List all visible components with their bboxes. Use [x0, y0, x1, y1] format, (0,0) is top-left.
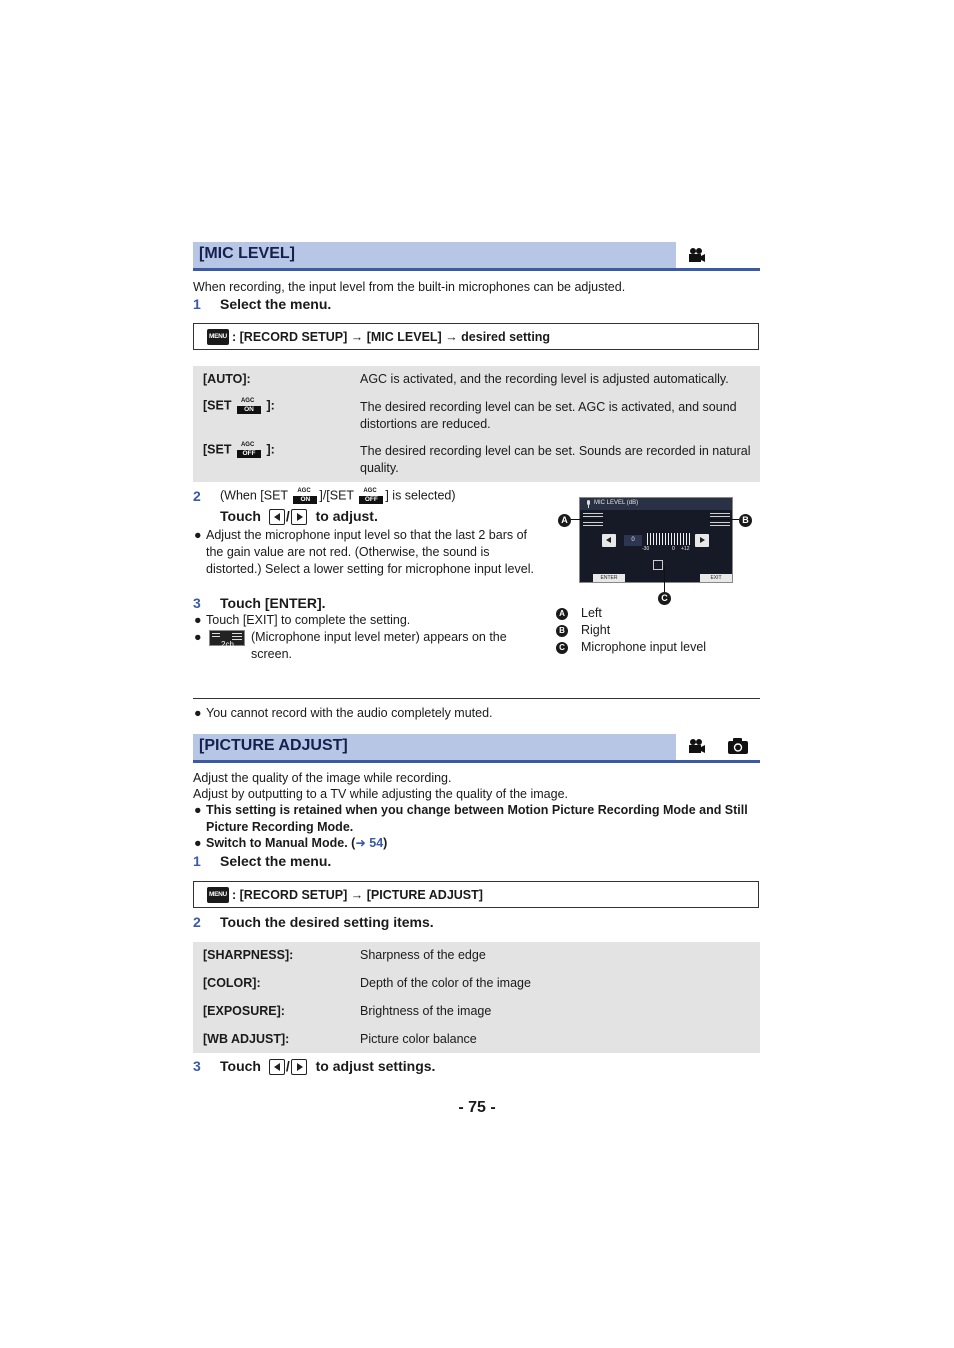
screen-left-arrow-button[interactable] — [602, 534, 616, 547]
setting-key: [WB ADJUST]: — [203, 1032, 290, 1046]
callout-b: B — [739, 514, 752, 527]
menu-icon: MENU — [207, 329, 229, 345]
still-picture-mode-icon — [727, 738, 749, 754]
motion-picture-mode-icon — [688, 738, 706, 754]
mic-level-meter-icon: 2ch — [209, 630, 245, 646]
page-number: - 75 - — [458, 1099, 496, 1116]
section-title: [PICTURE ADJUST] — [199, 737, 348, 754]
callout-line — [664, 565, 665, 592]
menu-path: : [RECORD SETUP] → [PICTURE ADJUST] — [232, 888, 483, 902]
mic-level-screen — [579, 497, 733, 583]
menu-path-box — [193, 881, 759, 908]
section-title: [MIC LEVEL] — [199, 245, 295, 262]
scale-label: +12 — [681, 546, 690, 552]
step-2-condition: (When [SET AGC ON ]/[SET AGC OFF ] is selected) — [220, 488, 456, 503]
step-number: 3 — [193, 1058, 201, 1074]
step-1 — [193, 296, 331, 312]
right-arrow-button-icon — [291, 1059, 307, 1075]
step-number: 2 — [193, 488, 201, 504]
screen-right-arrow-button[interactable] — [695, 534, 709, 547]
step-number: 1 — [193, 296, 201, 312]
callout-c: C — [658, 592, 671, 605]
scale-label: 0 — [672, 546, 675, 552]
setting-desc: Brightness of the image — [360, 1004, 492, 1018]
setting-key: [SET AGC OFF ]: — [203, 442, 275, 457]
menu-icon: MENU — [207, 887, 229, 903]
setting-key: [AUTO]: — [203, 372, 251, 386]
step-1 — [193, 853, 331, 869]
step-text: Touch [ENTER]. — [220, 595, 326, 611]
agc-off-icon: AGC OFF — [359, 488, 383, 504]
step-3 — [193, 595, 326, 611]
screen-title: MIC LEVEL (dB) — [594, 500, 639, 506]
setting-desc: The desired recording level can be set. Sounds are recorded in natural quality. — [360, 444, 751, 475]
step-text: Select the menu. — [220, 853, 332, 869]
setting-desc: Sharpness of the edge — [360, 948, 486, 962]
divider — [193, 698, 760, 699]
step-text: Select the menu. — [220, 296, 332, 312]
step-2 — [193, 914, 434, 930]
step-number: 2 — [193, 914, 201, 930]
menu-path-box — [193, 323, 759, 350]
step-number: 1 — [193, 853, 201, 869]
picture-adjust-header — [193, 734, 760, 763]
left-arrow-button-icon — [269, 1059, 285, 1075]
right-arrow-button-icon — [291, 509, 307, 525]
mic-level-value: 0 — [624, 535, 642, 546]
callout-a: A — [558, 514, 571, 527]
page-link[interactable]: ➜ 54 — [355, 836, 384, 850]
setting-key: [SET AGC ON ]: — [203, 398, 275, 413]
left-arrow-button-icon — [269, 509, 285, 525]
input-level-icon — [653, 560, 663, 570]
enter-button[interactable]: ENTER — [593, 574, 625, 582]
setting-key: [SHARPNESS]: — [203, 948, 294, 962]
menu-path: : [RECORD SETUP] → [MIC LEVEL] → desired setting — [232, 330, 551, 344]
bullet-item: ● 2ch (Microphone input level meter) appears on the screen. — [194, 630, 507, 661]
settings-table — [193, 366, 760, 482]
intro-text: Adjust by outputting to a TV while adjusting the quality of the image. — [193, 787, 568, 801]
setting-key: [EXPOSURE]: — [203, 1004, 285, 1018]
setting-desc: Picture color balance — [360, 1032, 477, 1046]
microphone-icon — [585, 500, 592, 508]
intro-text: Adjust the quality of the image while recording. — [193, 771, 452, 785]
mic-level-header — [193, 242, 760, 271]
gain-scale — [647, 533, 691, 545]
callout-line — [708, 519, 739, 520]
motion-picture-mode-icon — [688, 247, 706, 263]
agc-on-icon: AGC ON — [237, 398, 261, 414]
scale-label: -30 — [642, 546, 650, 552]
callout-line — [570, 519, 605, 520]
step-3: 3 Touch / to adjust settings. — [193, 1058, 436, 1074]
setting-key: [COLOR]: — [203, 976, 261, 990]
setting-desc: The desired recording level can be set. AGC is activated, and sound distortions are reduced. — [360, 400, 737, 431]
setting-desc: Depth of the color of the image — [360, 976, 531, 990]
settings-table — [193, 942, 760, 1053]
step-number: 3 — [193, 595, 201, 611]
setting-desc: AGC is activated, and the recording level is adjusted automatically. — [360, 372, 729, 386]
agc-on-icon: AGC ON — [293, 488, 317, 504]
exit-button[interactable]: EXIT — [700, 574, 732, 582]
step-text: Touch the desired setting items. — [220, 914, 434, 930]
intro-text: When recording, the input level from the built-in microphones can be adjusted. — [193, 280, 626, 294]
step-2-instruction: Touch / to adjust. — [220, 508, 378, 524]
agc-off-icon: AGC OFF — [237, 442, 261, 458]
